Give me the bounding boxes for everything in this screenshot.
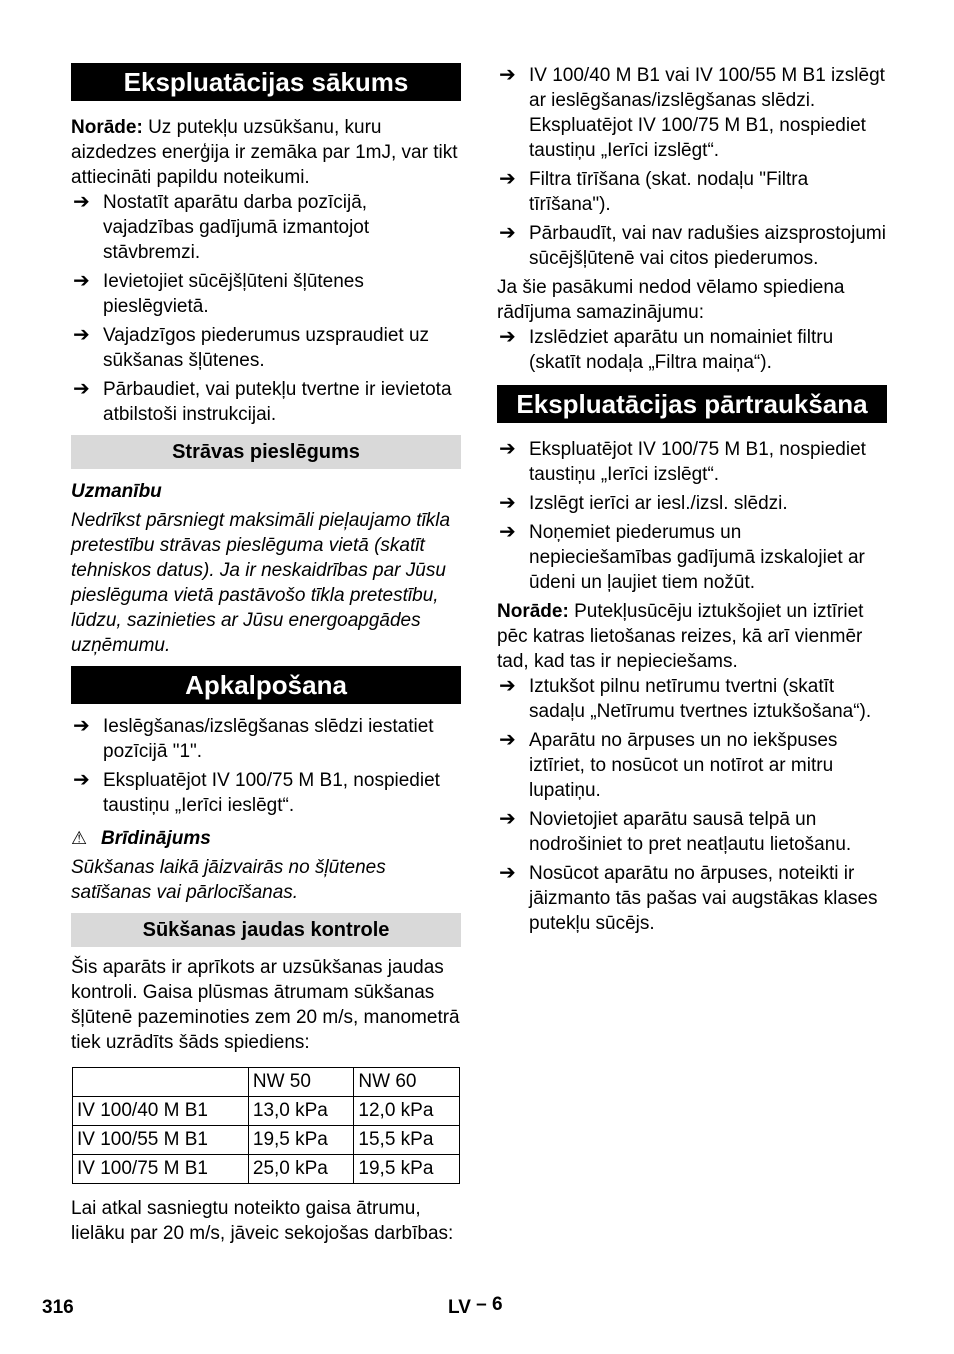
- arrow-right-icon: ➔: [499, 168, 516, 190]
- table-cell: 15,5 kPa: [354, 1126, 460, 1155]
- list-item-text: Pārbaudiet, vai putekļu tvertne ir ievietota atbilstoši instrukcijai.: [103, 379, 452, 425]
- table-cell: NW 60: [354, 1068, 460, 1097]
- list-item: [71, 768, 461, 818]
- list-item: [497, 807, 887, 857]
- arrow-right-icon: ➔: [73, 769, 90, 791]
- arrow-right-icon: ➔: [73, 270, 90, 292]
- table-cell: IV 100/75 M B1: [73, 1155, 249, 1184]
- suction-text: Šis aparāts ir aprīkots ar uzsūkšanas jaudas kontroli. Gaisa plūsmas ātrumam sūkšanas šļūtenē pazeminoties zem 20 m/s, manometrā tiek uzrādīts šāds spiediens:: [71, 957, 460, 1053]
- arrow-right-icon: ➔: [499, 862, 516, 884]
- table-cell: 25,0 kPa: [248, 1155, 354, 1184]
- after-table-text: Lai atkal sasniegtu noteikto gaisa ātrumu, lielāku par 20 m/s, jāveic sekojošas darbības:: [71, 1198, 454, 1244]
- if-text: Ja šie pasākumi nedod vēlamo spiediena rādījuma samazinājumu:: [497, 277, 845, 323]
- caution-text: Nedrīkst pārsniegt maksimāli pieļaujamo tīkla pretestību strāvas pieslēguma vietā (skatīt tehniskos datus). Ja ir neskaidrības par Jūsu pieslēguma vietā pastāvošo tīkla pretestību, lūdzu, sazinieties ar Jūsu energoapgādes uzņēmumu.: [71, 510, 451, 656]
- arrow-right-icon: ➔: [499, 492, 516, 514]
- warning-triangle-icon: ⚠: [71, 828, 88, 848]
- step-extra-text: Ekspluatējot IV 100/75 M B1, nospiediet taustiņu „Ierīci izslēgt“.: [529, 115, 866, 161]
- warning-title-line: [71, 826, 461, 851]
- table-cell: [73, 1068, 249, 1097]
- arrow-right-icon: ➔: [499, 675, 516, 697]
- list-item: [497, 728, 887, 803]
- arrow-right-icon: ➔: [73, 378, 90, 400]
- list-item: [497, 63, 887, 113]
- note-label: Norāde:: [497, 601, 569, 622]
- footer-lang: [448, 1294, 503, 1319]
- list-item: [71, 714, 461, 764]
- arrow-right-icon: ➔: [499, 729, 516, 751]
- heading-suction: Sūkšanas jaudas kontrole: [71, 913, 461, 947]
- list-item: [497, 325, 887, 375]
- heading-stop: Ekspluatācijas pārtraukšana: [497, 385, 887, 423]
- note-text: Uz putekļu uzsūkšanu, kuru aizdedzes enerģija ir zemāka par 1mJ, var tikt attiecināti papildu noteikumi.: [71, 117, 458, 188]
- arrow-right-icon: ➔: [73, 324, 90, 346]
- list-item: [497, 167, 887, 217]
- list-item-text: Izslēgt ierīci ar iesl./izsl. slēdzi.: [529, 493, 788, 514]
- list-item-text: Ekspluatējot IV 100/75 M B1, nospiediet taustiņu „Ierīci izslēgt“.: [529, 439, 866, 485]
- arrow-right-icon: ➔: [499, 64, 516, 86]
- warning-title: Brīdinājums: [101, 828, 211, 849]
- heading-start: Ekspluatācijas sākums: [71, 63, 461, 101]
- list-item-text: Aparātu no ārpuses un no iekšpuses iztīriet, to nosūcot un notīrot ar mitru lupatiņu.: [529, 730, 838, 801]
- table-cell: IV 100/40 M B1: [73, 1097, 249, 1126]
- list-item: [497, 674, 887, 724]
- list-item-text: Ieslēgšanas/izslēgšanas slēdzi iestatiet pozīcijā "1".: [103, 716, 434, 762]
- list-item-text: Vajadzīgos piederumus uzspraudiet uz sūkšanas šļūtenes.: [103, 325, 430, 371]
- table-cell: IV 100/55 M B1: [73, 1126, 249, 1155]
- list-item-text: Izslēdziet aparātu un nomainiet filtru (skatīt nodaļa „Filtra maiņa“).: [529, 327, 834, 373]
- heading-power: Strāvas pieslēgums: [71, 435, 461, 469]
- list-item: [497, 437, 887, 487]
- table-cell: NW 50: [248, 1068, 354, 1097]
- list-item: [497, 520, 887, 595]
- list-item: [497, 221, 887, 271]
- list-item-text: Pārbaudīt, vai nav radušies aizsprostojumi sūcējšļūtenē vai citos piederumos.: [529, 223, 886, 269]
- caution-title: Uzmanību: [71, 481, 162, 502]
- right-column: [497, 63, 887, 936]
- table-cell: 19,5 kPa: [248, 1126, 354, 1155]
- note-paragraph: [497, 599, 887, 674]
- list-item-text: Filtra tīrīšana (skat. nodaļu "Filtra tīrīšana").: [529, 169, 809, 215]
- list-item-text: IV 100/40 M B1 vai IV 100/55 M B1 izslēgt ar ieslēgšanas/izslēgšanas slēdzi.: [529, 65, 885, 111]
- list-item-text: Nostatīt aparātu darba pozīcijā, vajadzības gadījumā izmantojot stāvbremzi.: [103, 192, 370, 263]
- table-cell: 19,5 kPa: [354, 1155, 460, 1184]
- list-item: [71, 269, 461, 319]
- table-cell: 12,0 kPa: [354, 1097, 460, 1126]
- arrow-right-icon: ➔: [73, 715, 90, 737]
- list-item: [497, 491, 887, 516]
- note-text: Putekļusūcēju iztukšojiet un iztīriet pēc katras lietošanas reizes, kā arī vienmēr tad, kad tas ir nepieciešams.: [497, 601, 864, 672]
- list-item: [497, 861, 887, 936]
- heading-operation: Apkalpošana: [71, 666, 461, 704]
- list-item-text: Iztukšot pilnu netīrumu tvertni (skatīt sadaļu „Netīrumu tvertnes iztukšošana“).: [529, 676, 872, 722]
- note-label: Norāde:: [71, 117, 143, 138]
- list-item: [71, 190, 461, 265]
- list-item-text: Nosūcot aparātu no ārpuses, noteikti ir jāizmanto tās pašas vai augstākas klases putekļu sūcējs.: [529, 863, 878, 934]
- left-column: [71, 63, 461, 1246]
- note-paragraph: [71, 115, 461, 190]
- list-item-text: Noņemiet piederumus un nepieciešamības gadījumā izskalojiet ar ūdeni un ļaujiet tiem nožūt.: [529, 522, 865, 593]
- warning-text: Sūkšanas laikā jāizvairās no šļūtenes satīšanas vai pārlocīšanas.: [71, 857, 386, 903]
- arrow-right-icon: ➔: [499, 521, 516, 543]
- table-cell: 13,0 kPa: [248, 1097, 354, 1126]
- table-header-row: [73, 1068, 460, 1097]
- footer-section: – 6: [476, 1294, 503, 1315]
- pressure-table: [72, 1067, 460, 1184]
- table-row: [73, 1155, 460, 1184]
- arrow-right-icon: ➔: [499, 438, 516, 460]
- arrow-right-icon: ➔: [499, 808, 516, 830]
- arrow-right-icon: ➔: [73, 191, 90, 213]
- list-item-text: Ievietojiet sūcējšļūteni šļūtenes pieslēgvietā.: [103, 271, 364, 317]
- arrow-right-icon: ➔: [499, 222, 516, 244]
- list-item-text: Novietojiet aparātu sausā telpā un nodrošiniet to pret neatļautu lietošanu.: [529, 809, 852, 855]
- list-item-text: Ekspluatējot IV 100/75 M B1, nospiediet taustiņu „Ierīci ieslēgt“.: [103, 770, 440, 816]
- page-number: 316: [42, 1297, 74, 1318]
- list-item: [71, 377, 461, 427]
- table-row: [73, 1126, 460, 1155]
- list-item: [71, 323, 461, 373]
- arrow-right-icon: ➔: [499, 326, 516, 348]
- footer-lang-text: LV: [448, 1297, 471, 1318]
- table-row: [73, 1097, 460, 1126]
